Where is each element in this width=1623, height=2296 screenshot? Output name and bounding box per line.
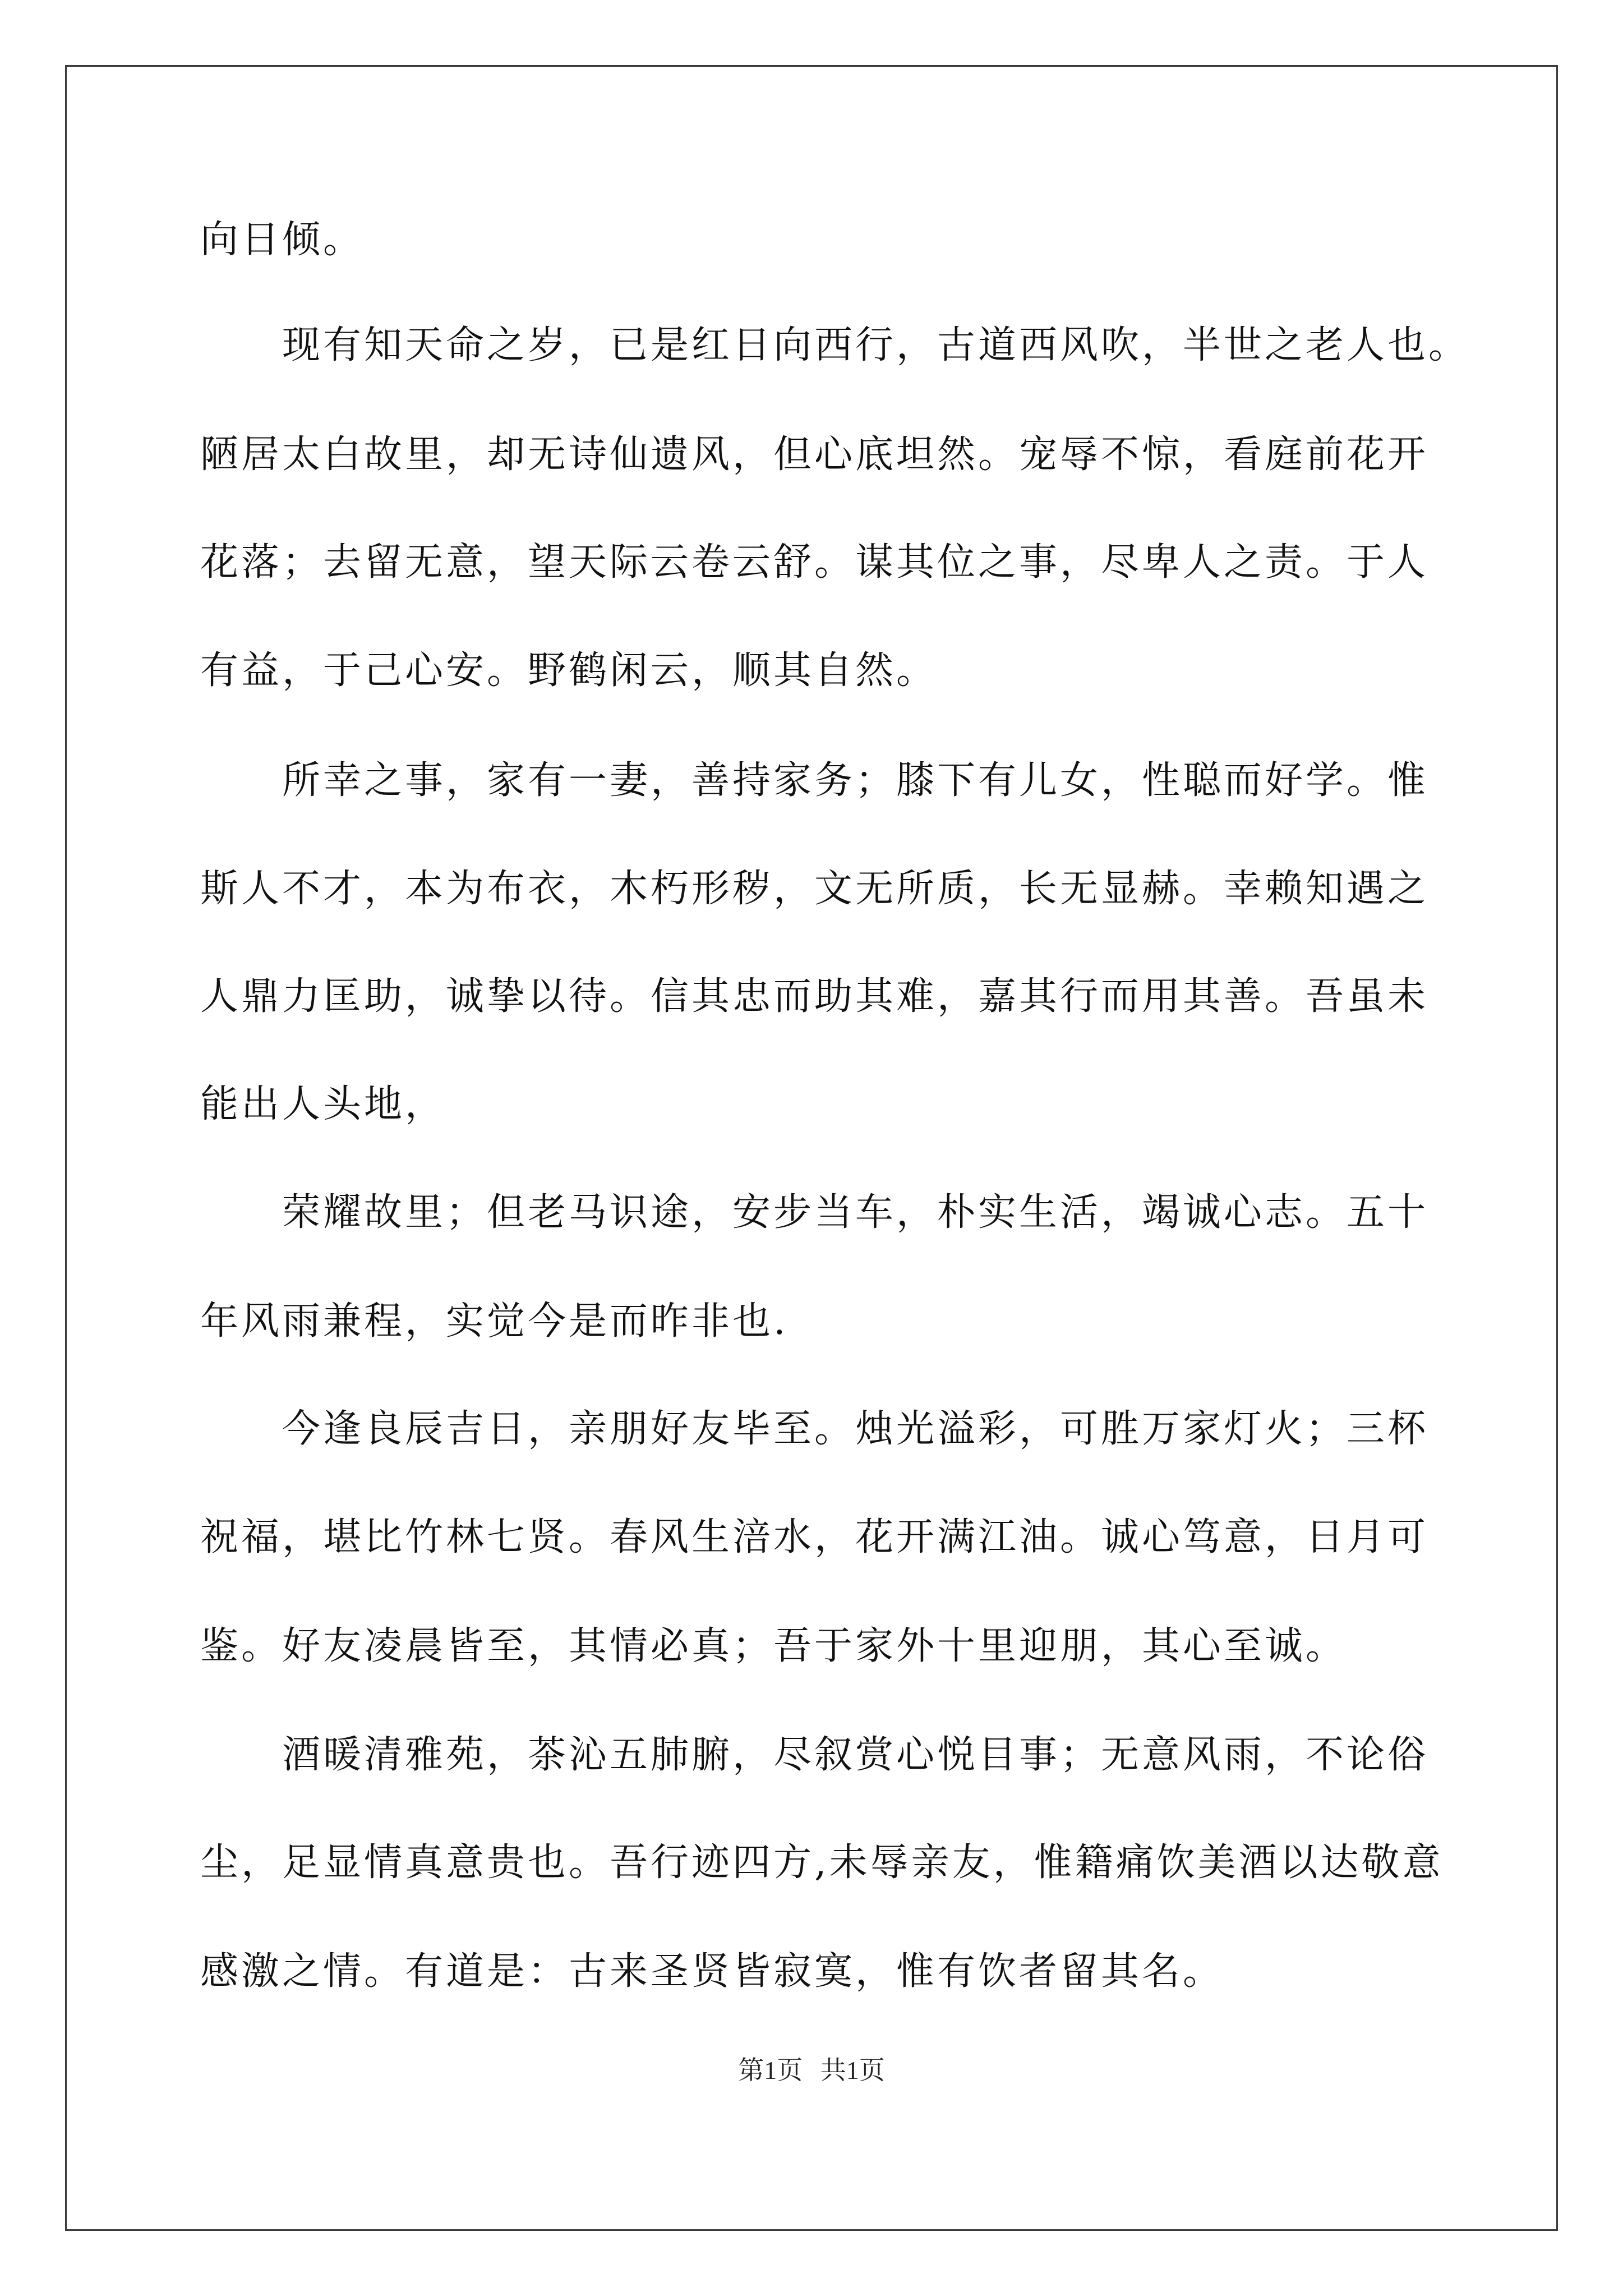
text-line: 所幸之事，家有一妻，善持家务；膝下有儿女，性聪而好学。惟 — [282, 758, 1429, 803]
text-line: 陋居太白故里，却无诗仙遗风，但心底坦然。宠辱不惊，看庭前花开 — [200, 432, 1429, 477]
text-line: 年风雨兼程，实觉今是而昨非也. — [200, 1299, 789, 1343]
page-number: 第1页 — [738, 2056, 803, 2085]
text-line: 向日倾。 — [200, 218, 365, 262]
page-total: 共1页 — [820, 2056, 885, 2085]
page-footer — [0, 2050, 1623, 2087]
text-line: 有益，于己心安。野鹤闲云，顺其自然。 — [200, 648, 938, 693]
text-line: 感激之情。有道是：古来圣贤皆寂寞，惟有饮者留其名。 — [200, 1949, 1224, 1994]
text-line: 鉴。好友凌晨皆至，其情必真；吾于家外十里迎朋，其心至诚。 — [200, 1624, 1347, 1668]
text-line: 祝福，堪比竹林七贤。春风生涪水，花开满江油。诚心笃意，日月可 — [200, 1515, 1429, 1559]
text-line: 酒暖清雅苑，茶沁五肺腑，尽叙赏心悦目事；无意风雨，不论俗 — [282, 1733, 1429, 1777]
text-line: 现有知天命之岁，已是红日向西行，古道西风吹，半世之老人也。 — [282, 323, 1470, 367]
text-line: 花落；去留无意，望天际云卷云舒。谋其位之事，尽卑人之责。于人 — [200, 540, 1429, 585]
text-line: 能出人头地， — [200, 1082, 446, 1126]
text-line: 今逢良辰吉日，亲朋好友毕至。烛光溢彩，可胜万家灯火；三杯 — [282, 1407, 1429, 1451]
text-line: 斯人不才，本为布衣，木朽形秽，文无所质，长无显赫。幸赖知遇之 — [200, 867, 1429, 911]
text-line: 尘，足显情真意贵也。吾行迹四方,未辱亲友，惟籍痛饮美酒以达敬意 — [200, 1841, 1444, 1885]
text-line: 荣耀故里；但老马识途，安步当车，朴实生活，竭诚心志。五十 — [282, 1190, 1429, 1235]
text-line: 人鼎力匡助，诚挚以待。信其忠而助其难，嘉其行而用其善。吾虽未 — [200, 974, 1429, 1019]
page-border — [65, 65, 1558, 2231]
